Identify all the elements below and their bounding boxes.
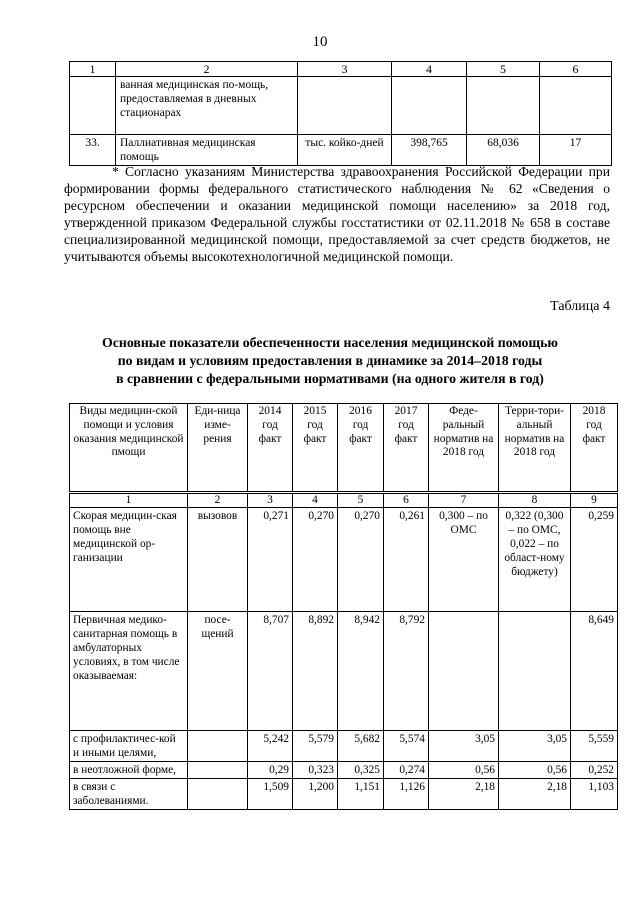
- page-number: 10: [312, 34, 328, 50]
- caption-line: в сравнении с федеральными нормативами (на одного жителя в год): [116, 371, 544, 386]
- service-name: ванная медицинская по-мощь, предоставляемая в дневных стационарах: [116, 77, 298, 135]
- column-number: 4: [392, 62, 467, 77]
- value-cell: 5,574: [384, 731, 429, 762]
- continuation-table: [69, 61, 612, 166]
- value-cell: [392, 77, 467, 135]
- indicators-table: [69, 403, 618, 810]
- value-cell: 0,259: [571, 508, 618, 612]
- column-header: 2016 год факт: [338, 404, 384, 493]
- value-cell: 8,649: [571, 612, 618, 731]
- column-header: 2017 год факт: [384, 404, 429, 493]
- column-number: 2: [116, 62, 298, 77]
- column-header: Феде-ральный норматив на 2018 год: [429, 404, 499, 493]
- federal-norm: 2,18: [429, 779, 499, 810]
- table-row: [70, 779, 618, 810]
- table-row: [70, 508, 618, 612]
- value-cell: 5,579: [293, 731, 338, 762]
- row-number: 33.: [70, 135, 116, 166]
- value-cell: 1,509: [248, 779, 293, 810]
- value-cell: 0,323: [293, 762, 338, 779]
- column-number: 1: [70, 493, 188, 508]
- federal-norm: 3,05: [429, 731, 499, 762]
- federal-norm: [429, 612, 499, 731]
- table-row: [70, 135, 612, 166]
- federal-norm: 0,56: [429, 762, 499, 779]
- unit: [188, 779, 248, 810]
- table-row: [70, 762, 618, 779]
- value-cell: 1,200: [293, 779, 338, 810]
- care-type: в неотложной форме,: [70, 762, 188, 779]
- column-number: 5: [467, 62, 540, 77]
- caption-line: по видам и условиям предоставления в динамике за 2014–2018 годы: [117, 353, 543, 368]
- unit: посе-щений: [188, 612, 248, 731]
- territorial-norm: [499, 612, 571, 731]
- value-cell: 398,765: [392, 135, 467, 166]
- table-column-numbers: [70, 62, 612, 77]
- value-cell: 68,036: [467, 135, 540, 166]
- column-number: 3: [298, 62, 392, 77]
- value-cell: 0,325: [338, 762, 384, 779]
- value-cell: 0,261: [384, 508, 429, 612]
- footnote: [64, 163, 610, 265]
- unit: [188, 731, 248, 762]
- value-cell: 1,103: [571, 779, 618, 810]
- column-header: 2014 год факт: [248, 404, 293, 493]
- column-number: 2: [188, 493, 248, 508]
- column-header: 2015 год факт: [293, 404, 338, 493]
- unit: тыс. койко-дней: [298, 135, 392, 166]
- value-cell: [467, 77, 540, 135]
- column-header: Еди-ница изме-рения: [188, 404, 248, 493]
- table-label: Таблица 4: [550, 299, 610, 314]
- value-cell: 0,274: [384, 762, 429, 779]
- value-cell: 8,707: [248, 612, 293, 731]
- column-header: Терри-тори-альный норматив на 2018 год: [499, 404, 571, 493]
- unit: [298, 77, 392, 135]
- value-cell: 5,559: [571, 731, 618, 762]
- value-cell: 17: [540, 135, 612, 166]
- value-cell: 8,942: [338, 612, 384, 731]
- table-caption: [60, 334, 600, 388]
- column-number: 6: [540, 62, 612, 77]
- territorial-norm: 2,18: [499, 779, 571, 810]
- value-cell: 1,126: [384, 779, 429, 810]
- value-cell: 1,151: [338, 779, 384, 810]
- row-number: [70, 77, 116, 135]
- value-cell: 8,892: [293, 612, 338, 731]
- service-name: Паллиативная медицинская помощь: [116, 135, 298, 166]
- territorial-norm: 0,56: [499, 762, 571, 779]
- column-number: 4: [293, 493, 338, 508]
- value-cell: 0,270: [338, 508, 384, 612]
- column-number: 5: [338, 493, 384, 508]
- value-cell: [540, 77, 612, 135]
- table-row: [70, 612, 618, 731]
- table-column-numbers: [70, 493, 618, 508]
- value-cell: 5,682: [338, 731, 384, 762]
- column-number: 7: [429, 493, 499, 508]
- territorial-norm: 0,322 (0,300 – по ОМС, 0,022 – по област-ному бюджету): [499, 508, 571, 612]
- caption-line: Основные показатели обеспеченности населения медицинской помощью: [102, 335, 558, 350]
- value-cell: 0,29: [248, 762, 293, 779]
- footnote-text: * Согласно указаниям Министерства здравоохранения Российской Федерации при формировании формы федерального статистического наблюдения № 62 «Сведения о ресурсном обеспечении и оказании медицинской помощи населению» за 2018 год, утвержденной приказом Федеральной службы госстатистики от 02.11.2018 № 658 в составе специализированной медицинской помощи, предоставляемой за счет средств бюджетов, не учитываются объемы высокотехнологичной медицинской помощи.: [64, 164, 610, 264]
- column-number: 8: [499, 493, 571, 508]
- care-type: с профилактичес-кой и иными целями,: [70, 731, 188, 762]
- value-cell: 0,252: [571, 762, 618, 779]
- territorial-norm: 3,05: [499, 731, 571, 762]
- table-row: [70, 77, 612, 135]
- value-cell: 8,792: [384, 612, 429, 731]
- column-header: Виды медицин-ской помощи и условия оказания медицинской пмощи: [70, 404, 188, 493]
- care-type: в связи с заболеваниями.: [70, 779, 188, 810]
- table-row: [70, 731, 618, 762]
- care-type: Первичная медико-санитарная помощь в амбулаторных условиях, в том числе оказываемая:: [70, 612, 188, 731]
- unit: [188, 762, 248, 779]
- column-number: 6: [384, 493, 429, 508]
- care-type: Скорая медицин-ская помощь вне медицинской ор-ганизации: [70, 508, 188, 612]
- column-number: 3: [248, 493, 293, 508]
- value-cell: 5,242: [248, 731, 293, 762]
- table-header-row: [70, 404, 618, 493]
- value-cell: 0,271: [248, 508, 293, 612]
- unit: вызовов: [188, 508, 248, 612]
- column-header: 2018 год факт: [571, 404, 618, 493]
- column-number: 9: [571, 493, 618, 508]
- federal-norm: 0,300 – по ОМС: [429, 508, 499, 612]
- column-number: 1: [70, 62, 116, 77]
- value-cell: 0,270: [293, 508, 338, 612]
